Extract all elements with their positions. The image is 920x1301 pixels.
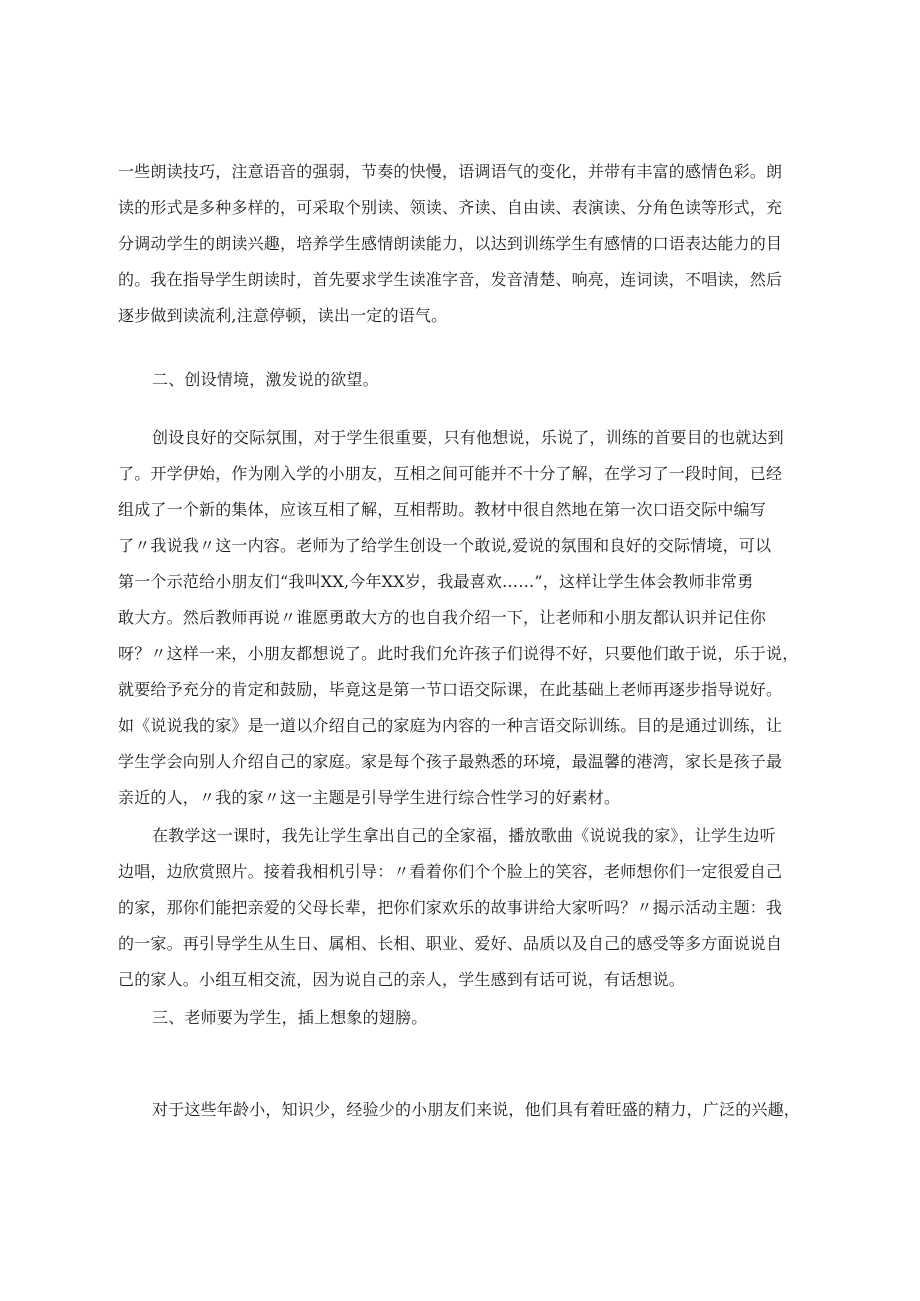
text-line: 读的形式是多种多样的，可采取个别读、领读、齐读、自由读、表演读、分角色读等形式，充 — [118, 198, 783, 217]
text-line: 创设良好的交际氛围，对于学生很重要，只有他想说，乐说了，训练的首要目的也就达到 — [152, 428, 784, 447]
text-line: 的。我在指导学生朗读时，首先要求学生读准字音，发音清楚、响亮，连词读，不唱读，然后 — [118, 270, 783, 289]
section-heading-3 — [118, 1000, 816, 1036]
text-line: 对于这些年龄小，知识少，经验少的小朋友们来说，他们具有着旺盛的精力，广泛的兴趣， — [152, 1100, 801, 1119]
heading-text: 二、创设情境，激发说的欲望。 — [152, 370, 379, 389]
paragraph-teaching-lesson — [118, 818, 816, 998]
text-line: 就要给予充分的肯定和鼓励，毕竟这是第一节口语交际课，在此基础上老师再逐步指导说好。 — [118, 680, 783, 699]
text-line: 一些朗读技巧，注意语音的强弱，节奏的快慢，语调语气的变化，并带有丰富的感情色彩。朗 — [118, 162, 783, 181]
text-line: 学生学会向别人介绍自己的家庭。家是每个孩子最熟悉的环境，最温馨的港湾，家长是孩子最 — [118, 752, 783, 771]
paragraph-reading-skills — [118, 154, 816, 334]
text-line: 的家，那你们能把亲爱的父母长辈，把你们家欢乐的故事讲给大家听吗？〃揭示活动主题：我 — [118, 898, 783, 917]
text-line: 如《说说我的家》是一道以介绍自己的家庭为内容的一种言语交际训练。目的是通过训练，让 — [118, 716, 783, 735]
section-heading-2 — [118, 362, 816, 398]
text-line: 边唱，边欣赏照片。接着我相机引导：〃看着你们个个脸上的笑容，老师想你们一定很爱自己 — [118, 862, 783, 881]
text-line: 第一个示范给小朋友们“我叫XX,今年XX岁，我最喜欢……”，这样让学生体会教师非常勇 — [118, 572, 754, 591]
text-line: 了。开学伊始，作为刚入学的小朋友，互相之间可能并不十分了解，在学习了一段时间，已经 — [118, 464, 783, 483]
paragraph-imagination — [118, 1092, 816, 1128]
text-line: 敢大方。然后教师再说〃谁愿勇敢大方的也自我介绍一下，让老师和小朋友都认识并记住你 — [118, 608, 767, 627]
text-line: 己的家人。小组互相交流，因为说自己的亲人，学生感到有话可说，有话想说。 — [118, 970, 686, 989]
text-line: 亲近的人，〃我的家〃这一主题是引导学生进行综合性学习的好素材。 — [118, 788, 621, 807]
text-line: 在教学这一课时，我先让学生拿出自己的全家福，播放歌曲《说说我的家》，让学生边听 — [152, 826, 776, 845]
text-line: 逐步做到读流利,注意停顿，读出一定的语气。 — [118, 306, 448, 325]
text-line: 呀？〃这样一来，小朋友都想说了。此时我们允许孩子们说得不好，只要他们敢于说，乐于说， — [118, 644, 799, 663]
text-line: 分调动学生的朗读兴趣，培养学生感情朗读能力，以达到训练学生有感情的口语表达能力的目 — [118, 234, 783, 253]
paragraph-create-situation — [118, 420, 816, 816]
heading-text: 三、老师要为学生，插上想象的翅膀。 — [152, 1008, 428, 1027]
text-line: 了〃我说我〃这一内容。老师为了给学生创设一个敢说,爱说的氛围和良好的交际情境，可以 — [118, 536, 772, 555]
text-line: 组成了一个新的集体，应该互相了解，互相帮助。教材中很自然地在第一次口语交际中编写 — [118, 500, 767, 519]
text-line: 的一家。再引导学生从生日、属相、长相、职业、爱好、品质以及自己的感受等多方面说说自 — [118, 934, 783, 953]
